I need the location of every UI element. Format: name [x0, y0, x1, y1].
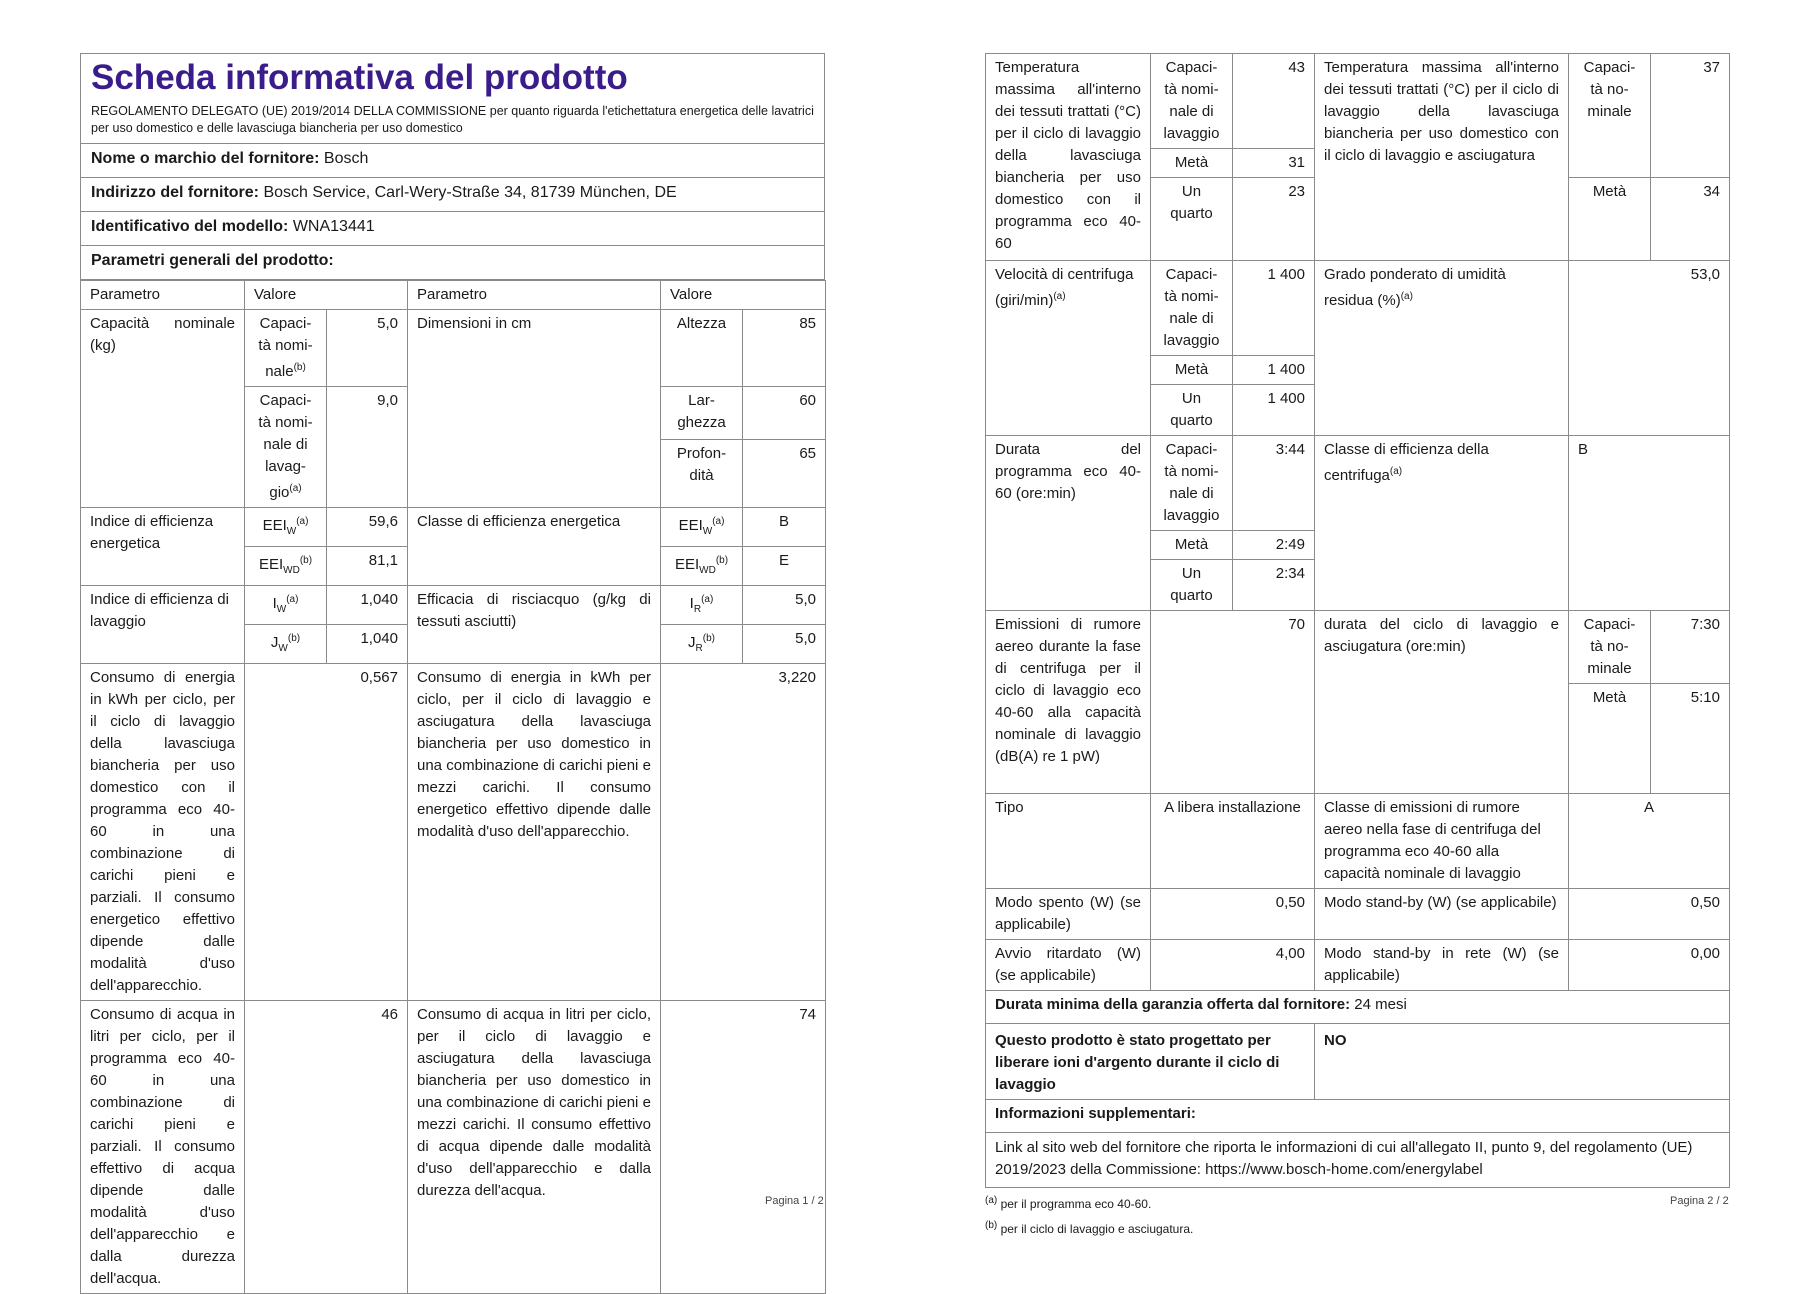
cap-nominal-label: Capaci-tà no-minale	[1569, 54, 1651, 178]
dur-full-value: 3:44	[1233, 436, 1315, 531]
off-value: 0,50	[1151, 889, 1315, 940]
class-w-symbol: $EEI_W^{(a)}$	[661, 508, 743, 547]
general-params-row	[80, 246, 825, 280]
eeiwd-value: 81,1	[327, 547, 408, 586]
warranty-row	[986, 991, 1730, 1024]
class-w-value: B	[743, 508, 826, 547]
spin-quarter-value: 1 400	[1233, 385, 1315, 436]
cap-wash-label: Capaci-tà nomi-nale di lavaggio	[1151, 54, 1233, 149]
energy-wd-label: Consumo di energia in kWh per ciclo, per il ciclo di lavaggio e asciugatura della lavasciuga biancheria per uso domestico in una combinazione di carichi pieni e mezzi carichi. Il consumo energetico effettivo dipende dalle modalità d'uso dell'apparecchio.	[408, 664, 661, 1001]
cap-nominal-label: Capaci-tà nomi-nale$^{(b)}$	[245, 310, 327, 387]
standby-label: Modo stand-by (W) (se applicabile)	[1315, 889, 1569, 940]
general-params-label: Parametri generali del prodotto:	[91, 252, 334, 269]
dur-quarter-value: 2:34	[1233, 560, 1315, 611]
off-label: Modo spento (W) (se applicabile)	[986, 889, 1151, 940]
footnote-b: $^{(b)}$ per il ciclo di lavaggio e asciugatura.	[985, 1220, 1194, 1236]
table-row	[986, 54, 1730, 149]
jr-symbol: $J_R^{(b)}$	[661, 625, 743, 664]
silver-label: Questo prodotto è stato progettato per liberare ioni d'argento durante il ciclo di lavaggio	[986, 1024, 1315, 1100]
supplier-link-text: Link al sito web del fornitore che riporta le informazioni di cui all'allegato II, punto 9, del regolamento (UE) 2019/2023 della Commissione: https://www.bosch-home.com/energylabel	[986, 1133, 1730, 1188]
half-label: Metà	[1151, 356, 1233, 385]
depth-label: Profon-dità	[661, 439, 743, 507]
params-table-2	[985, 53, 1730, 1188]
table-row	[81, 664, 826, 1001]
supplier-address-row	[80, 178, 825, 212]
model-row	[80, 212, 825, 246]
table-row	[986, 1133, 1730, 1188]
temp-quarter-value: 23	[1233, 178, 1315, 261]
cap-wash-label: Capaci-tà nomi-nale di lavaggio	[1151, 261, 1233, 356]
supplier-address: Bosch Service, Carl-Wery-Straße 34, 81739 München, DE	[263, 184, 677, 201]
regulation-text: REGOLAMENTO DELEGATO (UE) 2019/2014 DELLA COMMISSIONE per quanto riguarda l'etichettatura energetica delle lavatrici per uso domestico e delle lavasciuga biancheria per uso domestico	[91, 104, 814, 135]
spin-full-value: 1 400	[1233, 261, 1315, 356]
energy-wash-value: 0,567	[245, 664, 408, 1001]
half-label: Metà	[1151, 149, 1233, 178]
cap-wash-label: Capaci-tà nomi-nale di lavag-gio$^{(a)}$	[245, 387, 327, 508]
cap-nominal-label: Capaci-tà no-minale	[1569, 611, 1651, 684]
width-label: Lar-ghezza	[661, 387, 743, 440]
warranty-label: Durata minima della garanzia offerta dal fornitore:	[995, 996, 1351, 1013]
type-label: Tipo	[986, 794, 1151, 889]
iw-value: 1,040	[327, 586, 408, 625]
cap-wash-label: Capaci-tà nomi-nale di lavaggio	[1151, 436, 1233, 531]
rinse-label: Efficacia di risciacquo (g/kg di tessuti asciutti)	[408, 586, 661, 664]
cap-nominal-value: 5,0	[327, 310, 408, 387]
wd-dur-half-value: 5:10	[1651, 684, 1730, 794]
temp-half-value: 31	[1233, 149, 1315, 178]
table-header-row	[81, 281, 826, 310]
moisture-value: 53,0	[1569, 261, 1730, 436]
spin-class-label: Classe di efficienza della centrifuga$^{(a)}$	[1315, 436, 1569, 611]
wd-dur-full-value: 7:30	[1651, 611, 1730, 684]
table-row	[986, 1100, 1730, 1133]
model-label: Identificativo del modello:	[91, 218, 289, 235]
table-row	[986, 261, 1730, 356]
spin-half-value: 1 400	[1233, 356, 1315, 385]
table-row	[81, 1001, 826, 1294]
supplier-name: Bosch	[323, 150, 369, 167]
jw-value: 1,040	[327, 625, 408, 664]
energy-wd-value: 3,220	[661, 664, 826, 1001]
silver-value: NO	[1315, 1024, 1730, 1100]
noise-value: 70	[1151, 611, 1315, 794]
supplier-address-label: Indirizzo del fornitore:	[91, 184, 259, 201]
extra-info-label: Informazioni supplementari:	[986, 1100, 1730, 1133]
page-number: Pagina 2 / 2	[1670, 1195, 1729, 1207]
class-wd-symbol: $EEI_{WD}^{(b)}$	[661, 547, 743, 586]
page-number: Pagina 1 / 2	[765, 1195, 824, 1207]
eeiwd-symbol: $EEI_{WD}^{(b)}$	[245, 547, 327, 586]
eei-label: Indice di efficienza energetica	[81, 508, 245, 586]
energy-wash-label: Consumo di energia in kWh per ciclo, per il ciclo di lavaggio della lavasciuga biancheria per uso domestico con il programma eco 40-60 in una combinazione di carichi pieni e parziali. Il consumo energetico effettivo dipende dalle modalità d'uso dell'apparecchio.	[81, 664, 245, 1001]
width-value: 60	[743, 387, 826, 440]
header-value: Valore	[661, 281, 826, 310]
table-row	[986, 611, 1730, 684]
dur-half-value: 2:49	[1233, 531, 1315, 560]
table-row	[986, 436, 1730, 531]
dimensions-label: Dimensioni in cm	[408, 310, 661, 508]
water-wd-label: Consumo di acqua in litri per ciclo, per il ciclo di lavaggio e asciugatura della lavasciuga biancheria per uso domestico in una combinazione di carichi pieni e mezzi carichi. Il consumo effettivo di acqua dipende dalle modalità d'uso dell'apparecchio e dalla durezza dell'acqua.	[408, 1001, 661, 1294]
water-wash-value: 46	[245, 1001, 408, 1294]
capacity-label: Capacità nominale (kg)	[81, 310, 245, 508]
header-param: Parametro	[408, 281, 661, 310]
network-value: 0,00	[1569, 940, 1730, 991]
cap-wash-value: 9,0	[327, 387, 408, 508]
delay-label: Avvio ritardato (W) (se applicabile)	[986, 940, 1151, 991]
water-wash-label: Consumo di acqua in litri per ciclo, per il programma eco 40-60 in una combinazione di carichi pieni e parziali. Il consumo effettivo di acqua dipende dalle modalità d'uso dell'apparecchio e dalla durezza dell'acqua.	[81, 1001, 245, 1294]
supplier-name-row	[80, 144, 825, 178]
header-box	[80, 53, 825, 144]
temp-wd-half-value: 34	[1651, 178, 1730, 261]
temp-wd-full-value: 37	[1651, 54, 1730, 178]
spin-class-value: B	[1569, 436, 1730, 611]
height-label: Altezza	[661, 310, 743, 387]
table-row	[81, 586, 826, 625]
height-value: 85	[743, 310, 826, 387]
jr-value: 5,0	[743, 625, 826, 664]
class-wd-value: E	[743, 547, 826, 586]
header-param: Parametro	[81, 281, 245, 310]
quarter-label: Un quarto	[1151, 560, 1233, 611]
temp-wd-label: Temperatura massima all'interno dei tessuti trattati (°C) per il ciclo di lavaggio della lavasciuga biancheria per uso domestico con il ciclo di lavaggio e asciugatura	[1315, 54, 1569, 261]
supplier-name-label: Nome o marchio del fornitore:	[91, 150, 320, 167]
wash-eff-label: Indice di efficienza di lavaggio	[81, 586, 245, 664]
depth-value: 65	[743, 439, 826, 507]
energy-class-label: Classe di efficienza energetica	[408, 508, 661, 586]
table-row	[986, 889, 1730, 940]
table-row	[81, 310, 826, 387]
duration-label: Durata del programma eco 40-60 (ore:min)	[986, 436, 1151, 611]
spin-label: Velocità di centrifuga (giri/min)$^{(a)}$	[986, 261, 1151, 436]
noise-class-label: Classe di emissioni di rumore aereo nella fase di centrifuga del programma eco 40-60 alla capacità nominale di lavaggio	[1315, 794, 1569, 889]
half-label: Metà	[1151, 531, 1233, 560]
ir-value: 5,0	[743, 586, 826, 625]
footnote-a: $^{(a)}$ per il programma eco 40-60.	[985, 1195, 1152, 1211]
table-row	[81, 508, 826, 547]
eeiw-symbol: $EEI_W^{(a)}$	[245, 508, 327, 547]
iw-symbol: $I_W^{(a)}$	[245, 586, 327, 625]
quarter-label: Un quarto	[1151, 385, 1233, 436]
ir-symbol: $I_R^{(a)}$	[661, 586, 743, 625]
water-wd-value: 74	[661, 1001, 826, 1294]
type-value: A libera installazione	[1151, 794, 1315, 889]
model-id: WNA13441	[292, 218, 375, 235]
half-label: Metà	[1569, 178, 1651, 261]
page-2	[985, 53, 1729, 1238]
network-label: Modo stand-by in rete (W) (se applicabile)	[1315, 940, 1569, 991]
temp-wash-label: Temperatura massima all'interno dei tessuti trattati (°C) per il ciclo di lavaggio della lavasciuga biancheria per uso domestico con il programma eco 40-60	[986, 54, 1151, 261]
header-value: Valore	[245, 281, 408, 310]
half-label: Metà	[1569, 684, 1651, 794]
temp-full-value: 43	[1233, 54, 1315, 149]
page-title: Scheda informativa del prodotto	[91, 58, 628, 97]
noise-class-value: A	[1569, 794, 1730, 889]
eeiw-value: 59,6	[327, 508, 408, 547]
page-1	[80, 53, 825, 1294]
table-row	[986, 794, 1730, 889]
table-row	[986, 940, 1730, 991]
table-row	[986, 991, 1730, 1024]
moisture-label: Grado ponderato di umidità residua (%)$^{(a)}$	[1315, 261, 1569, 436]
warranty-value: 24 mesi	[1354, 996, 1407, 1013]
noise-label: Emissioni di rumore aereo durante la fase di centrifuga per il ciclo di lavaggio eco 40-60 alla capacità nominale di lavaggio (dB(A) re 1 pW)	[986, 611, 1151, 794]
table-row	[986, 1024, 1730, 1100]
jw-symbol: $J_W^{(b)}$	[245, 625, 327, 664]
wd-duration-label: durata del ciclo di lavaggio e asciugatura (ore:min)	[1315, 611, 1569, 794]
quarter-label: Un quarto	[1151, 178, 1233, 261]
params-table	[80, 280, 826, 1294]
standby-value: 0,50	[1569, 889, 1730, 940]
delay-value: 4,00	[1151, 940, 1315, 991]
